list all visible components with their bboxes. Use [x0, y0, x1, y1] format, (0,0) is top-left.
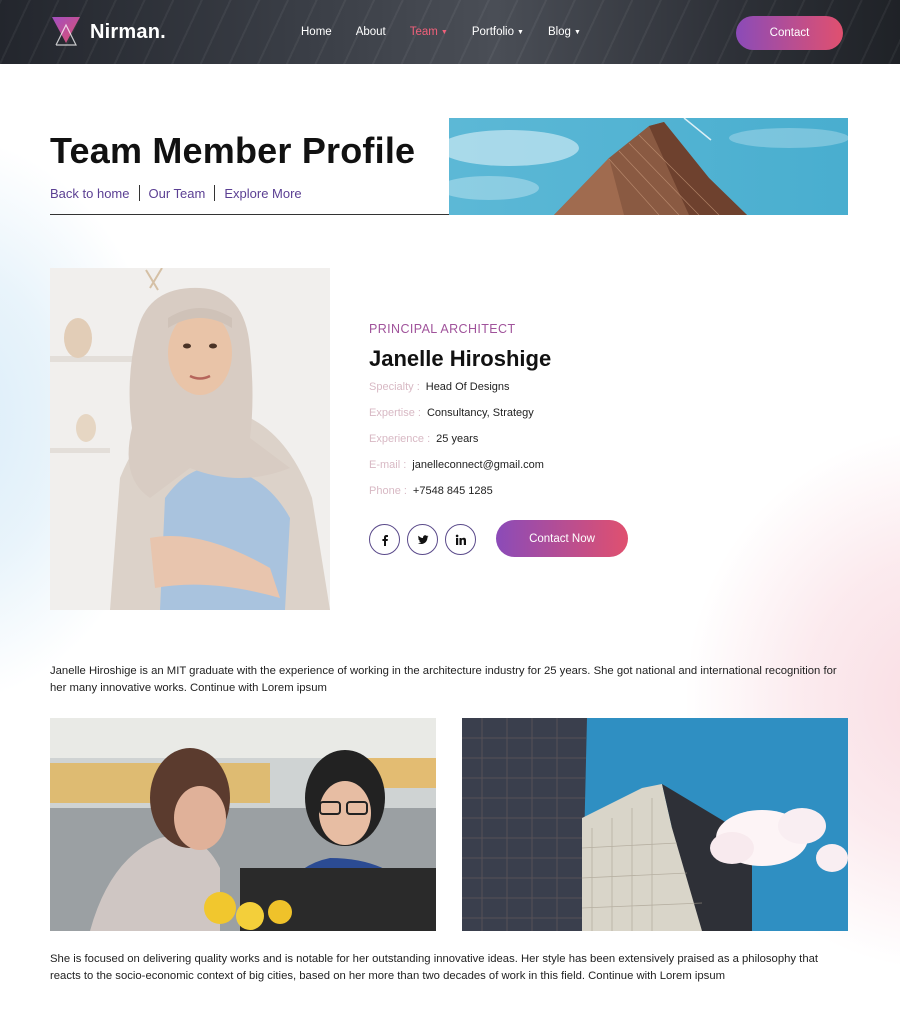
bio-paragraph-1: Janelle Hiroshige is an MIT graduate with the experience of working in the architecture industry for 25 years. She got national and international recognition for her many innovative works. Continue with Lorem ipsum [50, 665, 837, 694]
profile-photo [50, 268, 330, 610]
detail-email [369, 459, 544, 471]
member-name: Janelle Hiroshige [369, 346, 552, 371]
title-underline [50, 214, 450, 215]
facebook-button[interactable] [369, 524, 400, 555]
detail-experience [369, 433, 478, 445]
nav-about[interactable] [356, 26, 386, 38]
detail-value[interactable]: +7548 845 1285 [412, 485, 493, 497]
detail-phone [369, 485, 493, 497]
detail-label: Specialty : [369, 381, 420, 393]
facebook-icon [379, 534, 391, 546]
bio-paragraph-2: She is focused on delivering quality works and is notable for her outstanding innovative ideas. Her style has been extensively praised as a philosophy that reacts to the socio-economic context of big cities, based on her more than two decades of work in this field. Continue with Lorem ipsum [50, 953, 819, 982]
breadcrumb-divider [139, 185, 140, 201]
nav-home[interactable] [301, 26, 332, 38]
detail-value: Head Of Designs [425, 381, 510, 393]
twitter-button[interactable] [407, 524, 438, 555]
nav-blog[interactable] [548, 26, 581, 38]
detail-label: E-mail : [369, 459, 407, 471]
chevron-down-icon: ▼ [573, 28, 581, 36]
breadcrumb-back-home[interactable]: Back to home [50, 185, 130, 201]
twitter-icon [417, 534, 429, 546]
nav-team[interactable] [410, 26, 448, 38]
breadcrumb [50, 185, 302, 201]
breadcrumb-explore-more[interactable]: Explore More [224, 185, 302, 201]
banner-building-image [449, 118, 848, 215]
detail-value[interactable]: janelleconnect@gmail.com [412, 459, 544, 471]
linkedin-icon [455, 534, 467, 546]
detail-label: Experience : [369, 433, 431, 445]
detail-label: Phone : [369, 485, 407, 497]
detail-label: Expertise : [369, 407, 421, 419]
nav-blog-label: Blog [547, 26, 571, 38]
detail-specialty [369, 381, 510, 393]
contact-now-button[interactable]: Contact Now [496, 520, 628, 557]
chevron-down-icon: ▼ [517, 28, 524, 36]
chevron-down-icon: ▼ [440, 28, 448, 36]
detail-value: 25 years [436, 433, 479, 445]
office-photo [50, 718, 436, 931]
page-title: Team Member Profile [50, 130, 416, 171]
nav-team-label: Team [409, 26, 438, 38]
skyscraper-photo [462, 718, 848, 931]
member-role: PRINCIPAL ARCHITECT [369, 322, 516, 336]
nav-about-label: About [355, 26, 386, 38]
detail-value: Consultancy, Strategy [426, 407, 534, 419]
main-nav [301, 0, 605, 64]
logo[interactable] [50, 14, 166, 50]
linkedin-button[interactable] [445, 524, 476, 555]
nav-home-label: Home [301, 26, 332, 38]
nav-portfolio-label: Portfolio [471, 26, 514, 38]
brand-name: Nirman. [90, 20, 166, 43]
contact-button[interactable]: Contact [736, 16, 843, 50]
breadcrumb-divider [214, 185, 215, 201]
site-header [0, 0, 900, 64]
logo-triangle-icon [50, 15, 82, 49]
detail-expertise [369, 407, 534, 419]
nav-portfolio[interactable] [472, 26, 524, 38]
breadcrumb-our-team[interactable]: Our Team [148, 185, 206, 201]
